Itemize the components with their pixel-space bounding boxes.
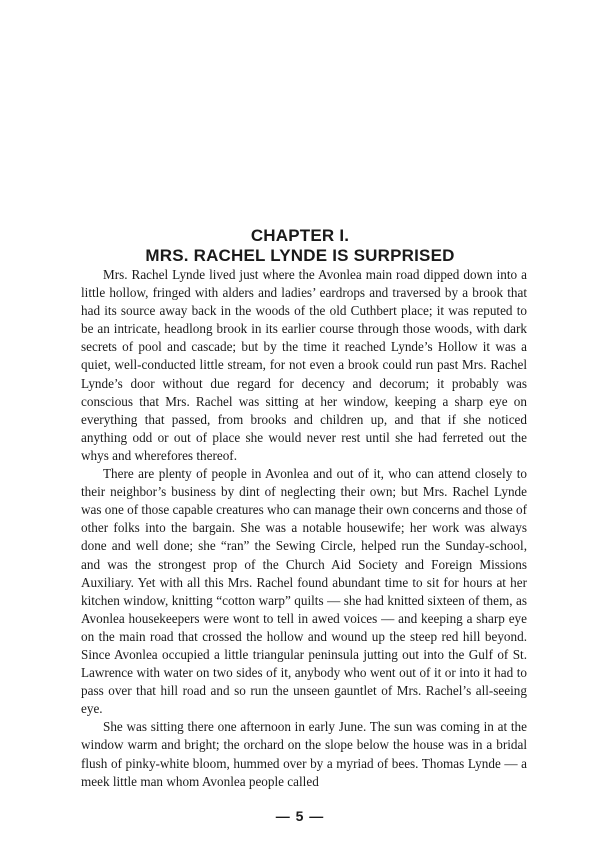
paragraph: There are plenty of people in Avonlea and out of it, who can attend closely to their neighbor’s business by dint of neglecting their own; but Mrs. Rachel Lynde was one of those capable creatures who can manage their own concerns and those of other folks into the bargain. She was a notable housewife; her work was always done and well done; she “ran” the Sewing Circle, helped run the Sunday-school, and was the strongest prop of the Church Aid Society and Foreign Missions Auxiliary. Yet with all this Mrs. Rachel found abundant time to sit for hours at her kitchen window, knitting “cotton warp” quilts — she had knitted sixteen of them, as Avonlea housekeepers were wont to tell in awed voices — and keeping a sharp eye on the main road that crossed the hollow and wound up the steep red hill beyond. Since Avonlea occupied a little triangular peninsula jutting out into the Gulf of St. Lawrence with water on two sides of it, anybody who went out of it or into it had to pass over that hill road and so run the unseen gauntlet of Mrs. Rachel’s all-seeing eye. bbox=[81, 466, 527, 717]
chapter-heading bbox=[60, 226, 540, 266]
page-number: — 5 — bbox=[275, 808, 325, 824]
chapter-number: CHAPTER I. bbox=[250, 226, 350, 245]
chapter-body bbox=[81, 266, 527, 791]
chapter-title: MRS. RACHEL LYNDE IS SURPRISED bbox=[145, 246, 455, 265]
paragraph: She was sitting there one afternoon in early June. The sun was coming in at the window warm and bright; the orchard on the slope below the house was in a bridal flush of pinky-white bloom, hummed over by a myriad of bees. Thomas Lynde — a meek little man whom Avonlea people called bbox=[81, 719, 527, 789]
paragraph: Mrs. Rachel Lynde lived just where the Avonlea main road dipped down into a little hollow, fringed with alders and ladies’ eardrops and traversed by a brook that had its source away back in the woods of the old Cuthbert place; it was reputed to be an intricate, headlong brook in its earlier course through those woods, with dark secrets of pool and cascade; but by the time it reached Lynde’s Hollow it was a quiet, well-conducted little stream, for not even a brook could run past Mrs. Rachel Lynde’s door without due regard for decency and decorum; it probably was conscious that Mrs. Rachel was sitting at her window, keeping a sharp eye on everything that passed, from brooks and children up, and that if she noticed anything odd or out of place she would never rest until she had ferreted out the whys and wherefores thereof. bbox=[81, 267, 527, 463]
